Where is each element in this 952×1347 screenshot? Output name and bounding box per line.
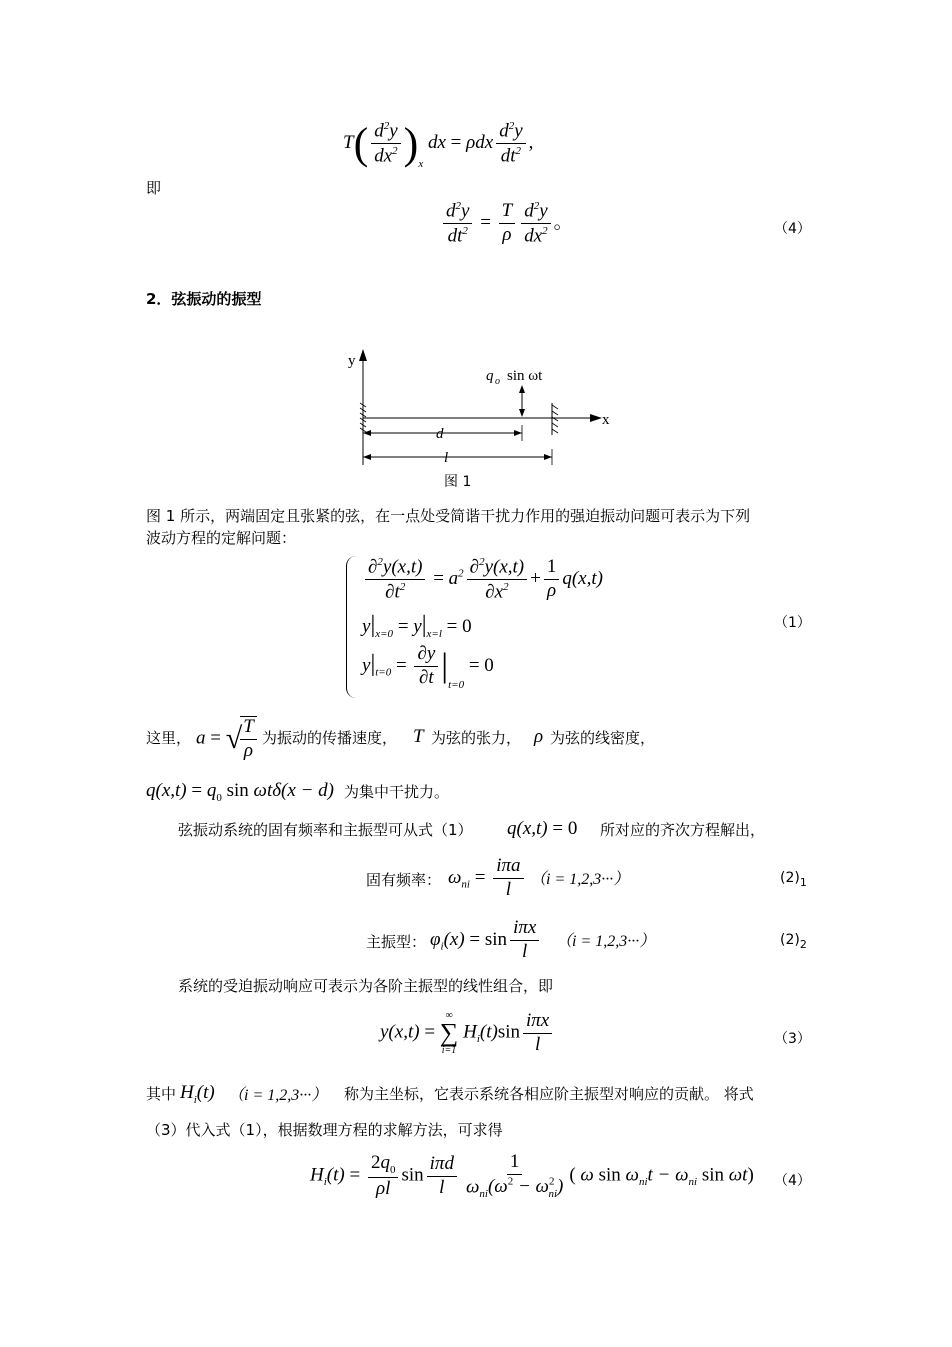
- explain-a: 为振动的传播速度，: [262, 729, 398, 747]
- symbol-T: T: [413, 726, 424, 747]
- coord-prefix: 其中: [146, 1085, 177, 1103]
- coord-line2: （3）代入式（1），根据数理方程的求解方法，可求得: [146, 1121, 503, 1139]
- string-diagram: [340, 345, 630, 495]
- force-expression: sin ωt: [507, 368, 543, 384]
- force-expression-full: $q(x,t) = q_0$ sin ωtδ(x − d): [146, 780, 334, 804]
- solve-line-before: 弦振动系统的固有频率和主振型可从式（1）: [178, 821, 473, 839]
- equation-force-balance: T( $\frac{d^2y}{dx^2}$ )$_x$ dx = ρdx $\frac{d^2y}{dt^2}$ ,: [343, 119, 534, 170]
- index-range: （i = 1,2,3···）: [228, 1087, 328, 1104]
- equation-number: （4）: [774, 221, 811, 237]
- equation-number: （1）: [774, 615, 811, 631]
- y-axis-label: y: [348, 353, 356, 369]
- equation-pde: $\frac{\partial^2y(x,t)}{\partial t^2}$ = $a^2$ $\frac{\partial^2y(x,t)}{\partial x^2}$ + $\frac{1}{\rho}$ q(x,t): [362, 556, 603, 603]
- equation-number: （3）: [774, 1031, 811, 1047]
- coord-middle: 称为主坐标，它表示系统各相应阶主振型对响应的贡献。 将式: [344, 1085, 754, 1103]
- explain-T: 为弦的张力，: [431, 729, 522, 747]
- explain-rho: 为弦的线密度，: [550, 729, 656, 747]
- natural-freq-expression: $\omega_{ni}$ = $\frac{\text{iπa}}{l}$: [448, 856, 527, 901]
- natural-freq-label: 固有频率：: [366, 871, 442, 889]
- section-heading: 2．弦振动的振型: [146, 290, 262, 308]
- solve-line-after: 所对应的齐次方程解出，: [600, 821, 766, 839]
- explain-prefix: 这里，: [146, 729, 192, 747]
- equation-response-sum: y(x,t) = ∞ ∑ i=1 $H_i(t)\sin$ $\frac{\text{iπx}}{l}$: [380, 1010, 555, 1056]
- mode-shape-label: 主振型：: [366, 933, 427, 951]
- equation-principal-coordinate: $H_i(t)$ = $\frac{2q_0}{\rho l}$ sin $\frac{\text{iπd}}{l}$ $\frac{1}{\omega_{ni}(\omega^2 - \omega^2_{ni})}$ ( ω $\sin \omega_{ni}t - \omega_{ni}$ sin ωt): [310, 1151, 754, 1201]
- force-label: q: [486, 368, 494, 384]
- force-subscript: o: [495, 376, 500, 387]
- index-range: （i = 1,2,3···）: [556, 933, 656, 950]
- x-axis-label: x: [602, 412, 610, 428]
- paragraph-line: 图 1 所示，两端固定且张紧的弦，在一点处受简谐干扰力作用的强迫振动问题可表示为下列: [146, 507, 751, 525]
- l-dimension-label: l: [444, 450, 449, 466]
- figure-caption: 图 1: [444, 474, 472, 490]
- forced-response-line: 系统的受迫振动响应可表示为各阶主振型的线性组合，即: [178, 977, 554, 995]
- equation-boundary: $y|_{x=0} = y|_{x=l} = 0$: [362, 612, 472, 640]
- equation-number: $(2)_2$: [780, 932, 807, 951]
- symbol-rho: ρ: [534, 726, 544, 747]
- index-range: （i = 1,2,3···）: [530, 871, 630, 888]
- mode-shape-expression: $\varphi_i(x) = \sin$ $\frac{\text{iπx}}{l}$: [430, 918, 542, 963]
- equation-number: $(2)_1$: [780, 870, 807, 889]
- homogeneous-condition: q(x,t) = 0: [507, 818, 578, 839]
- equation-system-brace: [346, 556, 361, 698]
- d-dimension-label: d: [436, 426, 444, 442]
- equation-number: （4）: [774, 1173, 811, 1189]
- paragraph-line: 波动方程的定解问题：: [146, 529, 297, 547]
- equation-wave: $\frac{d^2y}{dt^2}$ = $\frac{T}{\rho}$ $\frac{d^2y}{dx^2}$ 。: [440, 200, 573, 247]
- principal-coordinate-symbol: $H_i(t)$: [180, 1082, 215, 1106]
- wave-speed-expression: a = √ $\frac{T}{\rho}$: [196, 716, 260, 762]
- explain-q: 为集中干扰力。: [344, 783, 450, 801]
- equation-initial: $y|_{t=0}$ = $\frac{\partial y}{\partial t}$ $|_{t=0} = 0$: [362, 643, 494, 691]
- intro-word: 即: [146, 179, 162, 197]
